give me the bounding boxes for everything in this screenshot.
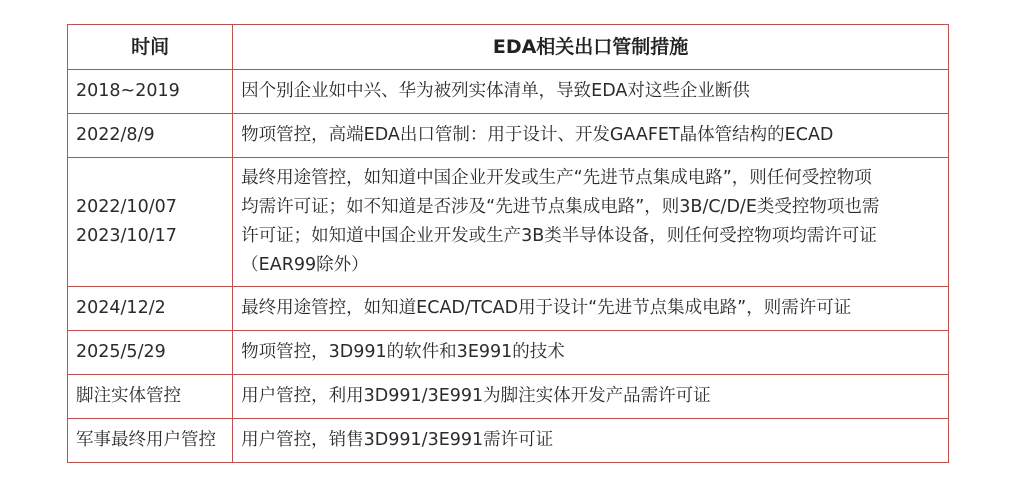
time-text: 2025/5/29	[76, 342, 166, 362]
measure-line: （EAR99除外）	[241, 255, 369, 275]
header-measure: EDA相关出口管制措施	[233, 25, 949, 70]
time-text: 2022/8/9	[76, 125, 155, 145]
time-cell	[68, 158, 233, 287]
time-cell	[68, 114, 233, 158]
measure-cell: 用户管控，利用3D991/3E991为脚注实体开发产品需许可证	[233, 375, 949, 419]
table-row	[68, 158, 949, 287]
table-row	[68, 287, 949, 331]
time-cell	[68, 375, 233, 419]
measure-cell: 物项管控，3D991的软件和3E991的技术	[233, 331, 949, 375]
measure-cell: 因个别企业如中兴、华为被列实体清单，导致EDA对这些企业断供	[233, 70, 949, 114]
measure-line: 均需许可证；如不知道是否涉及“先进节点集成电路”，则3B/C/D/E类受控物项也需	[241, 197, 880, 217]
table-row	[68, 419, 949, 463]
measure-line: 最终用途管控，如知道中国企业开发或生产“先进节点集成电路”，则任何受控物项	[241, 168, 872, 188]
export-control-table	[67, 24, 949, 463]
time-text: 2023/10/17	[76, 226, 177, 246]
table-row	[68, 70, 949, 114]
time-cell	[68, 419, 233, 463]
measure-cell: 物项管控，高端EDA出口管制：用于设计、开发GAAFET晶体管结构的ECAD	[233, 114, 949, 158]
time-text: 2024/12/2	[76, 298, 166, 318]
measure-cell	[233, 158, 949, 287]
table-row	[68, 331, 949, 375]
table-row	[68, 375, 949, 419]
measure-cell: 用户管控，销售3D991/3E991需许可证	[233, 419, 949, 463]
time-cell	[68, 331, 233, 375]
time-text: 军事最终用户管控	[76, 430, 216, 450]
header-time: 时间	[68, 25, 233, 70]
table-row	[68, 114, 949, 158]
time-text: 2018~2019	[76, 81, 180, 101]
measure-line: 许可证；如知道中国企业开发或生产3B类半导体设备，则任何受控物项均需许可证	[241, 226, 877, 246]
time-text: 2022/10/07	[76, 197, 177, 217]
time-text: 脚注实体管控	[76, 386, 181, 406]
table-header-row	[68, 25, 949, 70]
time-cell	[68, 287, 233, 331]
measure-cell: 最终用途管控，如知道ECAD/TCAD用于设计“先进节点集成电路”，则需许可证	[233, 287, 949, 331]
time-cell	[68, 70, 233, 114]
